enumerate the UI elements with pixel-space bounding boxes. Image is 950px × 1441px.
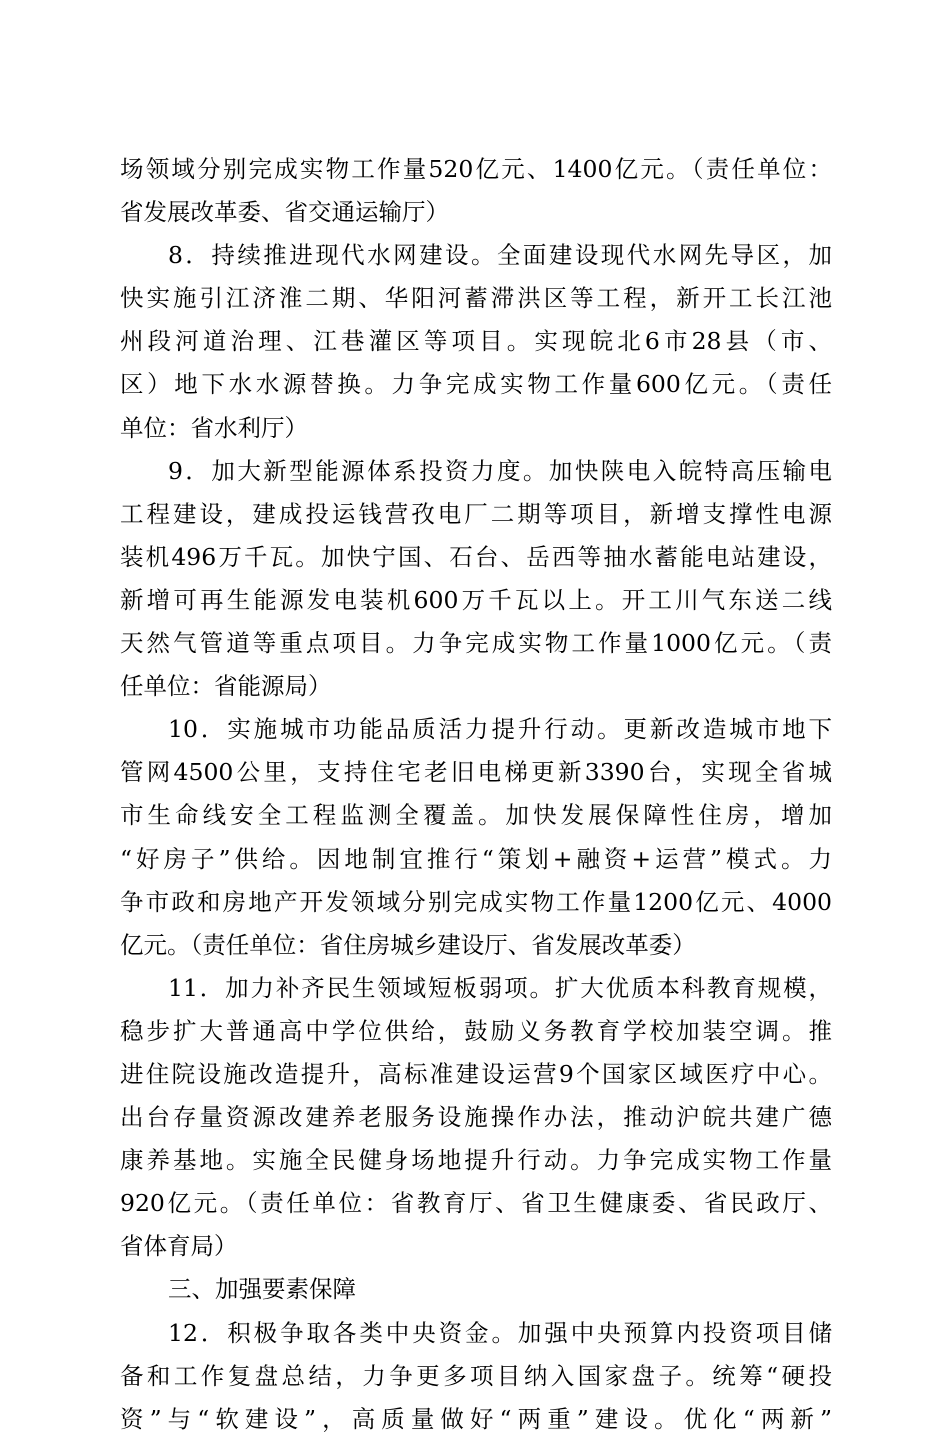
- text-line: 进住院设施改造提升，高标准建设运营9个国家区域医疗中心。: [120, 1059, 832, 1088]
- text-line: 市生命线安全工程监测全覆盖。加快发展保障性住房，增加: [120, 801, 832, 830]
- text-line: 区）地下水水源替换。力争完成实物工作量600亿元。（责任: [120, 370, 832, 399]
- text-line: 场领域分别完成实物工作量520亿元、1400亿元。（责任单位：: [120, 155, 832, 183]
- text-line: 单位：省水利厅）: [120, 413, 308, 442]
- text-line: 10．实施城市功能品质活力提升行动。更新改造城市地下: [168, 715, 832, 744]
- text-line: “好房子”供给。因地制宜推行“策划+融资+运营”模式。力: [120, 844, 832, 873]
- text-line: 州段河道治理、江巷灌区等项目。实现皖北6市28县（市、: [120, 327, 832, 356]
- text-line: 亿元。（责任单位：省住房城乡建设厅、省发展改革委）: [120, 930, 696, 959]
- text-line: 新增可再生能源发电装机600万千瓦以上。开工川气东送二线: [120, 585, 832, 614]
- text-line: 备和工作复盘总结，力争更多项目纳入国家盘子。统筹“硬投: [120, 1361, 832, 1390]
- text-line: 工程建设，建成投运钱营孜电厂二期等项目，新增支撑性电源: [120, 499, 832, 528]
- text-line: 11．加力补齐民生领域短板弱项。扩大优质本科教育规模，: [168, 973, 832, 1002]
- text-line: 12．积极争取各类中央资金。加强中央预算内投资项目储: [168, 1318, 832, 1347]
- text-line: 天然气管道等重点项目。力争完成实物工作量1000亿元。（责: [120, 629, 832, 658]
- document-body: [120, 148, 832, 1441]
- text-line: 8．持续推进现代水网建设。全面建设现代水网先导区，加: [168, 241, 832, 270]
- text-line: 康养基地。实施全民健身场地提升行动。力争完成实物工作量: [120, 1146, 832, 1175]
- text-line: 快实施引江济淮二期、华阳河蓄滞洪区等工程，新开工长江池: [120, 284, 832, 313]
- text-line: 资”与“软建设”，高质量做好“两重”建设。优化“两新”: [120, 1404, 832, 1433]
- text-line: 争市政和房地产开发领域分别完成实物工作量1200亿元、4000: [120, 887, 832, 916]
- text-line: 管网4500公里，支持住宅老旧电梯更新3390台，实现全省城: [120, 758, 832, 787]
- text-line: 920亿元。（责任单位：省教育厅、省卫生健康委、省民政厅、: [120, 1189, 832, 1218]
- text-line: 省发展改革委、省交通运输厅）: [120, 198, 449, 227]
- section-heading: 三、加强要素保障: [168, 1275, 356, 1304]
- text-line: 稳步扩大普通高中学位供给，鼓励义务教育学校加装空调。推: [120, 1016, 832, 1045]
- text-line: 省体育局）: [120, 1232, 238, 1261]
- text-line: 9．加大新型能源体系投资力度。加快陕电入皖特高压输电: [168, 456, 832, 485]
- text-line: 出台存量资源改建养老服务设施操作办法，推动沪皖共建广德: [120, 1103, 832, 1132]
- text-line: 任单位：省能源局）: [120, 672, 332, 701]
- text-line: 装机496万千瓦。加快宁国、石台、岳西等抽水蓄能电站建设，: [120, 542, 832, 571]
